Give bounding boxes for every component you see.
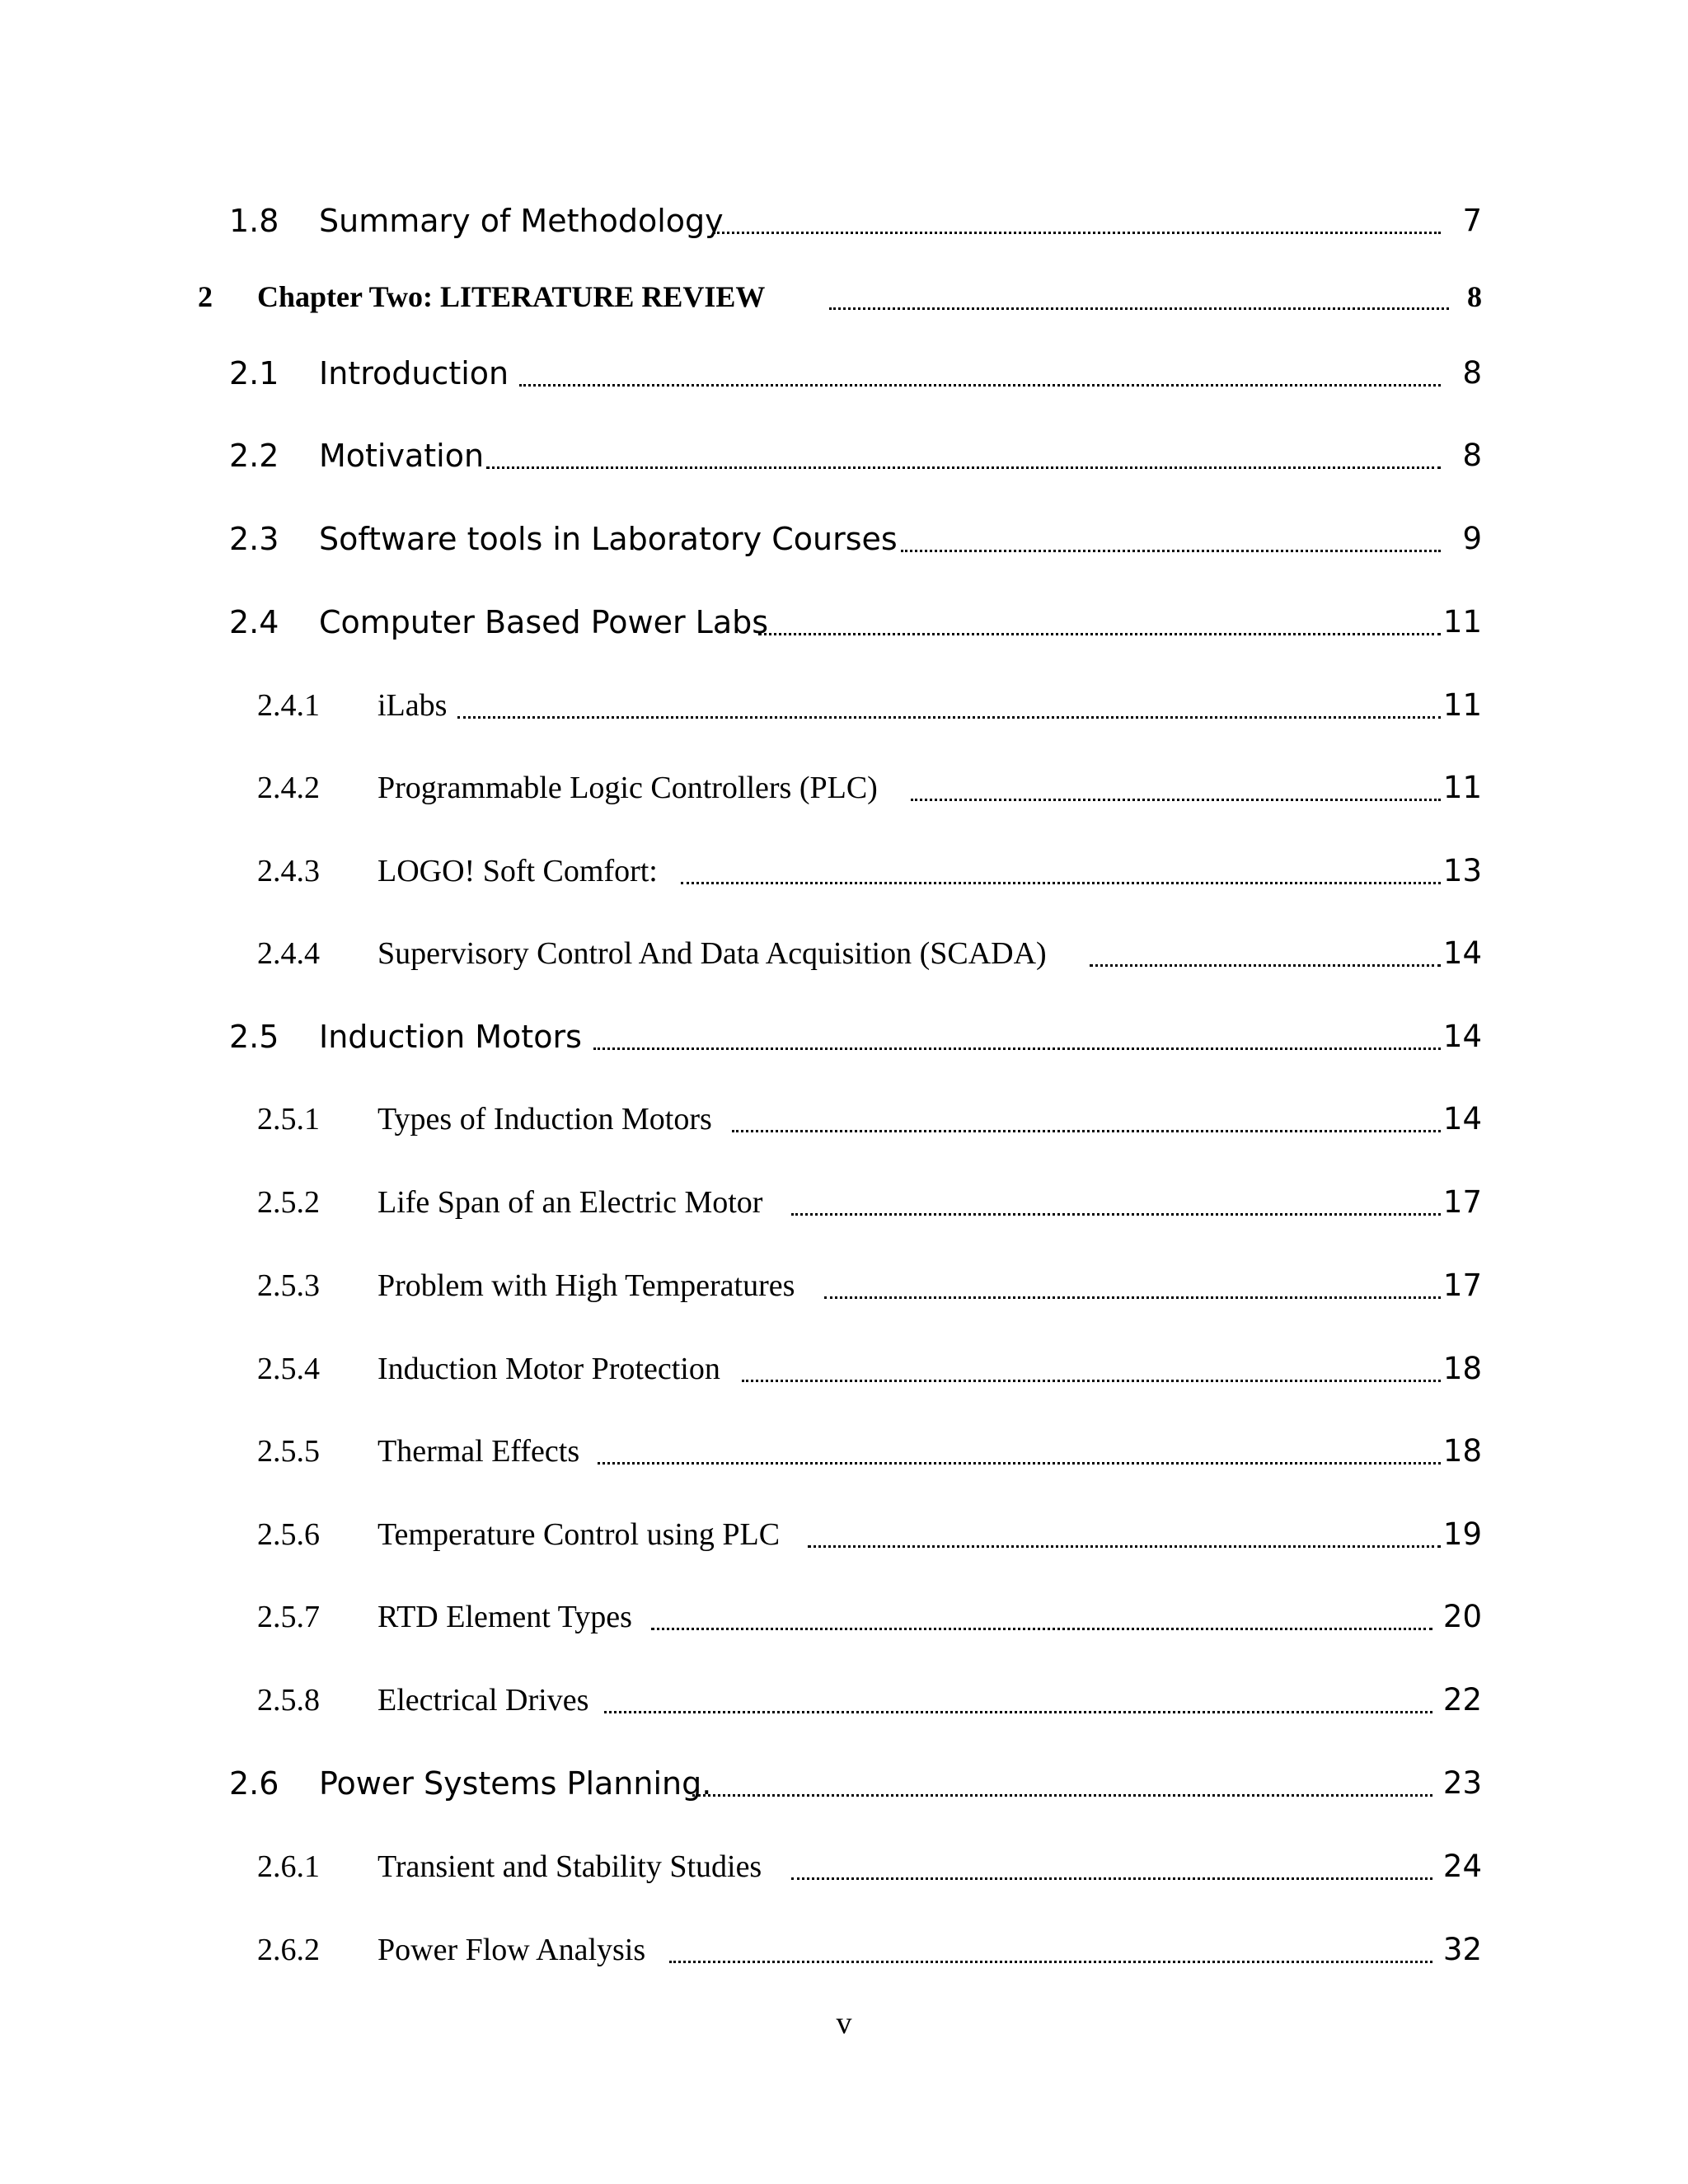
dot-leader <box>829 272 1449 321</box>
toc-entry-title: Computer Based Power Labs <box>319 604 769 640</box>
toc-entry-number: 2.4.4 <box>257 936 320 971</box>
toc-entry-number: 2.1 <box>229 355 279 391</box>
toc-entry-page: 11 <box>1442 604 1482 640</box>
dot-leader <box>911 763 1441 813</box>
toc-entry-page: 19 <box>1442 1516 1482 1552</box>
toc-entry-title: Chapter Two: LITERATURE REVIEW <box>257 280 766 313</box>
dot-leader <box>742 1344 1441 1394</box>
toc-entry-title: Power Flow Analysis <box>377 1933 646 1967</box>
dot-leader <box>808 1510 1441 1559</box>
dot-leader <box>758 598 1441 647</box>
toc-entry-page: 14 <box>1442 1019 1482 1054</box>
toc-entry-2-5-6[interactable] <box>0 1510 1688 1559</box>
toc-entry-number: 2.3 <box>229 521 279 557</box>
toc-entry-page: 17 <box>1442 1268 1482 1303</box>
toc-entry-chapter-2[interactable] <box>0 272 1688 321</box>
dot-leader <box>519 349 1441 398</box>
toc-entry-2-1[interactable] <box>0 349 1688 398</box>
toc-entry-number: 2 <box>198 280 213 313</box>
toc-entry-2-5-5[interactable] <box>0 1427 1688 1476</box>
toc-entry-number: 2.6 <box>229 1765 279 1802</box>
toc-entry-page: 32 <box>1442 1932 1482 1967</box>
toc-entry-page: 13 <box>1442 853 1482 888</box>
toc-entry-title: Motivation <box>319 438 485 474</box>
toc-entry-page: 20 <box>1442 1599 1482 1634</box>
toc-entry-2-6-1[interactable] <box>0 1842 1688 1891</box>
toc-entry-2-2[interactable] <box>0 431 1688 480</box>
toc-entry-2-6[interactable] <box>0 1759 1688 1808</box>
toc-entry-page: 14 <box>1442 935 1482 971</box>
toc-entry-number: 2.4.3 <box>257 854 320 888</box>
dot-leader <box>598 1427 1441 1476</box>
toc-entry-2-4-2[interactable] <box>0 763 1688 813</box>
toc-entry-title: Induction Motors <box>319 1019 582 1055</box>
toc-entry-page: 18 <box>1442 1351 1482 1386</box>
toc-entry-2-5-1[interactable] <box>0 1094 1688 1144</box>
toc-entry-number: 2.5.8 <box>257 1683 320 1718</box>
toc-entry-page: 8 <box>1462 355 1482 391</box>
toc-entry-title: Software tools in Laboratory Courses <box>319 521 898 557</box>
toc-entry-number: 2.5.4 <box>257 1352 320 1386</box>
page-number-footer: v <box>836 2006 852 2041</box>
dot-leader <box>713 196 1441 246</box>
dot-leader <box>1090 929 1441 978</box>
toc-entry-title: Thermal Effects <box>377 1434 580 1469</box>
toc-entry-number: 2.5.1 <box>257 1102 320 1137</box>
toc-entry-number: 2.5.2 <box>257 1185 320 1220</box>
toc-entry-page: 7 <box>1462 203 1482 238</box>
toc-entry-page: 11 <box>1442 687 1482 723</box>
toc-entry-number: 2.5.5 <box>257 1434 320 1469</box>
toc-entry-2-6-2[interactable] <box>0 1925 1688 1975</box>
toc-entry-2-5-3[interactable] <box>0 1261 1688 1310</box>
dot-leader <box>791 1178 1441 1227</box>
toc-entry-number: 2.2 <box>229 438 279 474</box>
dot-leader <box>901 514 1441 564</box>
toc-entry-number: 2.6.2 <box>257 1933 320 1967</box>
toc-entry-page: 9 <box>1462 521 1482 556</box>
toc-entry-title: Problem with High Temperatures <box>377 1268 795 1303</box>
toc-entry-2-4-4[interactable] <box>0 929 1688 978</box>
toc-entry-title: Temperature Control using PLC <box>377 1517 781 1552</box>
dot-leader <box>486 431 1441 480</box>
toc-entry-number: 2.4.1 <box>257 688 320 723</box>
toc-entry-title: Summary of Methodology <box>319 203 724 239</box>
toc-entry-title: Types of Induction Motors <box>377 1102 712 1137</box>
toc-entry-2-5-7[interactable] <box>0 1592 1688 1642</box>
toc-entry-1-8[interactable] <box>0 196 1688 246</box>
toc-entry-page: 8 <box>1462 438 1482 473</box>
toc-entry-page: 23 <box>1442 1765 1482 1801</box>
toc-entry-page: 22 <box>1442 1682 1482 1718</box>
toc-entry-title: iLabs <box>377 688 448 723</box>
dot-leader <box>651 1592 1432 1642</box>
toc-entry-title: Transient and Stability Studies <box>377 1849 762 1884</box>
toc-entry-title: Electrical Drives <box>377 1683 589 1718</box>
toc-entry-title: Supervisory Control And Data Acquisition (SCADA) <box>377 936 1047 971</box>
toc-entry-number: 2.5.3 <box>257 1268 320 1303</box>
toc-entry-number: 1.8 <box>229 203 279 239</box>
toc-entry-title: Induction Motor Protection <box>377 1352 720 1386</box>
toc-entry-2-5-8[interactable] <box>0 1675 1688 1725</box>
toc-entry-page: 17 <box>1442 1184 1482 1220</box>
toc-entry-2-5-2[interactable] <box>0 1178 1688 1227</box>
dot-leader <box>692 1759 1432 1808</box>
toc-entry-2-4-3[interactable] <box>0 846 1688 896</box>
toc-entry-page: 8 <box>1467 280 1482 313</box>
toc-entry-2-5[interactable] <box>0 1012 1688 1062</box>
dot-leader <box>791 1842 1432 1891</box>
dot-leader <box>681 846 1441 896</box>
toc-entry-number: 2.5.7 <box>257 1600 320 1634</box>
dot-leader <box>593 1012 1441 1062</box>
toc-entry-title: Life Span of an Electric Motor <box>377 1185 763 1220</box>
dot-leader <box>669 1925 1432 1975</box>
dot-leader <box>604 1675 1432 1725</box>
toc-entry-page: 24 <box>1442 1849 1482 1884</box>
toc-entry-number: 2.4 <box>229 604 279 640</box>
toc-entry-page: 14 <box>1442 1101 1482 1137</box>
dot-leader <box>824 1261 1441 1310</box>
toc-entry-2-4-1[interactable] <box>0 681 1688 730</box>
toc-entry-2-4[interactable] <box>0 598 1688 647</box>
toc-entry-number: 2.5 <box>229 1019 279 1055</box>
toc-entry-title: LOGO! Soft Comfort: <box>377 854 658 888</box>
toc-entry-title: Programmable Logic Controllers (PLC) <box>377 771 878 805</box>
toc-entry-2-3[interactable] <box>0 514 1688 564</box>
toc-entry-2-5-4[interactable] <box>0 1344 1688 1394</box>
dot-leader <box>732 1094 1441 1144</box>
toc-entry-page: 18 <box>1442 1433 1482 1469</box>
toc-entry-title: Introduction <box>319 355 509 391</box>
toc-entry-page: 11 <box>1442 770 1482 805</box>
toc-entry-number: 2.6.1 <box>257 1849 320 1884</box>
toc-entry-title: RTD Element Types <box>377 1600 632 1634</box>
toc-entry-number: 2.5.6 <box>257 1517 320 1552</box>
toc-entry-number: 2.4.2 <box>257 771 320 805</box>
toc-entry-title: Power Systems Planning. <box>319 1765 712 1802</box>
dot-leader <box>457 681 1441 730</box>
